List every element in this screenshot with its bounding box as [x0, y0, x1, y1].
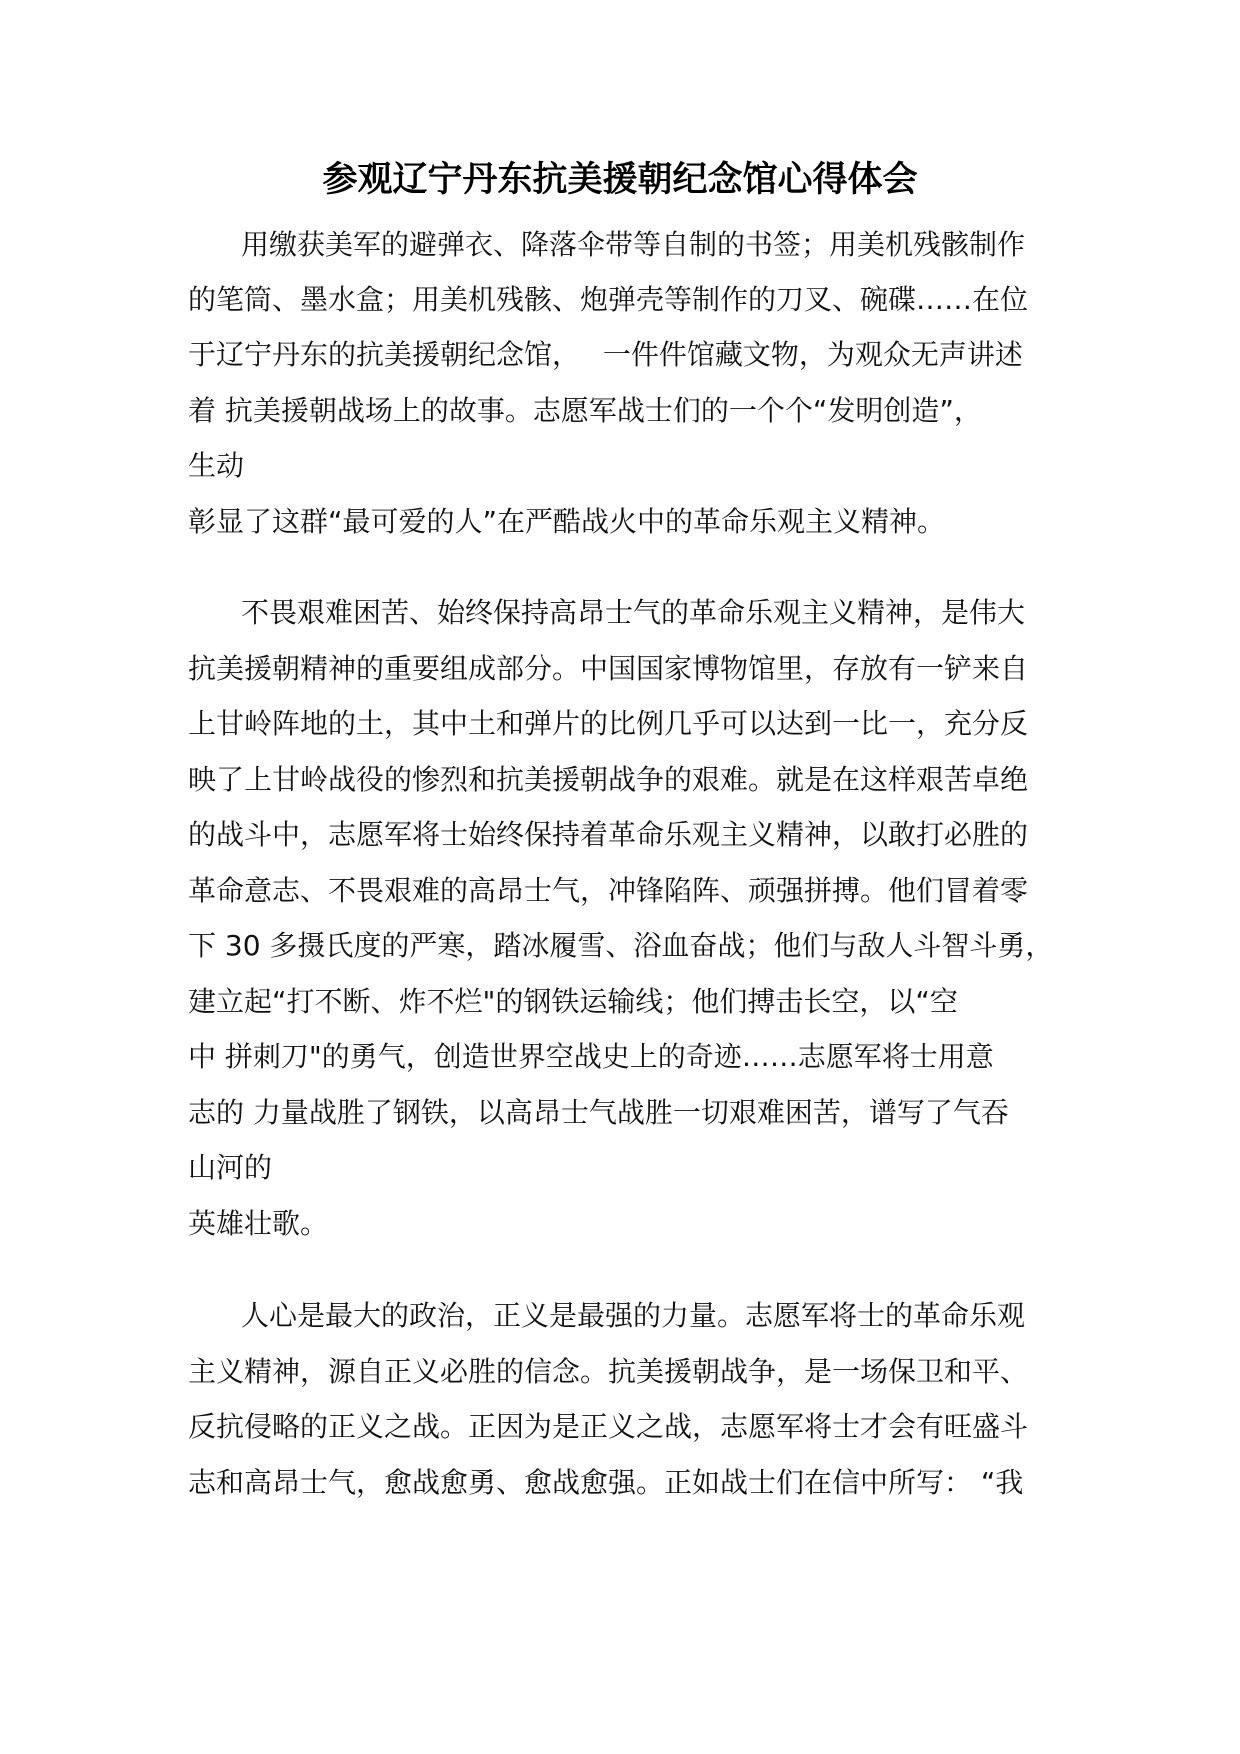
paragraph-2-line-6: 革命意志、不畏艰难的高昂士气，冲锋陷阵、顽强拼搏。他们冒着零: [188, 874, 1029, 907]
paragraph-2-line-7: 下 30 多摄氏度的严寒，踏冰履雪、浴血奋战；他们与敌人斗智斗勇，: [188, 929, 1054, 962]
paragraph-1-line-4: 着 抗美援朝战场上的故事。志愿军战士们的一个个“发明创造”，: [188, 394, 982, 427]
paragraph-2-line-11: 山河的: [188, 1151, 273, 1184]
paragraph-2-line-9: 中 拼刺刀"的勇气，创造世界空战史上的奇迹……志愿军将士用意: [188, 1040, 994, 1073]
paragraph-2-line-8: 建立起“打不断、炸不烂"的钢铁运输线；他们搏击长空，以“空: [188, 985, 958, 1018]
paragraph-3-line-1: 人心是最大的政治，正义是最强的力量。志愿军将士的革命乐观: [241, 1299, 1026, 1332]
paragraph-3-line-4: 志和高昂士气，愈战愈勇、愈战愈强。正如战士们在信中所写： “我: [188, 1466, 1024, 1499]
paragraph-3-line-2: 主义精神，源自正义必胜的信念。抗美援朝战争，是一场保卫和平、: [188, 1355, 1029, 1388]
paragraph-2-line-2: 抗美援朝精神的重要组成部分。中国国家博物馆里，存放有一铲来自: [188, 652, 1029, 685]
document-title: 参观辽宁丹东抗美援朝纪念馆心得体会: [322, 159, 918, 200]
paragraph-1-line-3: 于辽宁丹东的抗美援朝纪念馆， 一件件馆藏文物，为观众无声讲述: [188, 338, 1023, 371]
paragraph-2-line-12: 英雄壮歌。: [188, 1207, 329, 1240]
paragraph-1-line-5: 生动: [188, 449, 245, 482]
paragraph-2-line-10: 志的 力量战胜了钢铁，以高昂士气战胜一切艰难困苦，谱写了气吞: [188, 1096, 1009, 1129]
paragraph-2-line-3: 上甘岭阵地的土，其中土和弹片的比例几乎可以达到一比一，充分反: [188, 707, 1029, 740]
paragraph-3-line-3: 反抗侵略的正义之战。正因为是正义之战，志愿军将士才会有旺盛斗: [188, 1410, 1029, 1443]
paragraph-2-line-1: 不畏艰难困苦、始终保持高昂士气的革命乐观主义精神，是伟大: [241, 596, 1026, 629]
paragraph-2-line-5: 的战斗中，志愿军将士始终保持着革命乐观主义精神，以敢打必胜的: [188, 818, 1029, 851]
paragraph-2-line-4: 映了上甘岭战役的惨烈和抗美援朝战争的艰难。就是在这样艰苦卓绝: [188, 763, 1029, 796]
paragraph-1-line-6: 彰显了这群“最可爱的人”在严酷战火中的革命乐观主义精神。: [188, 505, 946, 538]
paragraph-1-line-1: 用缴获美军的避弹衣、降落伞带等自制的书签；用美机残骸制作: [241, 228, 1026, 261]
paragraph-1-line-2: 的笔筒、墨水盒；用美机残骸、炮弹壳等制作的刀叉、碗碟……在位: [188, 283, 1029, 316]
